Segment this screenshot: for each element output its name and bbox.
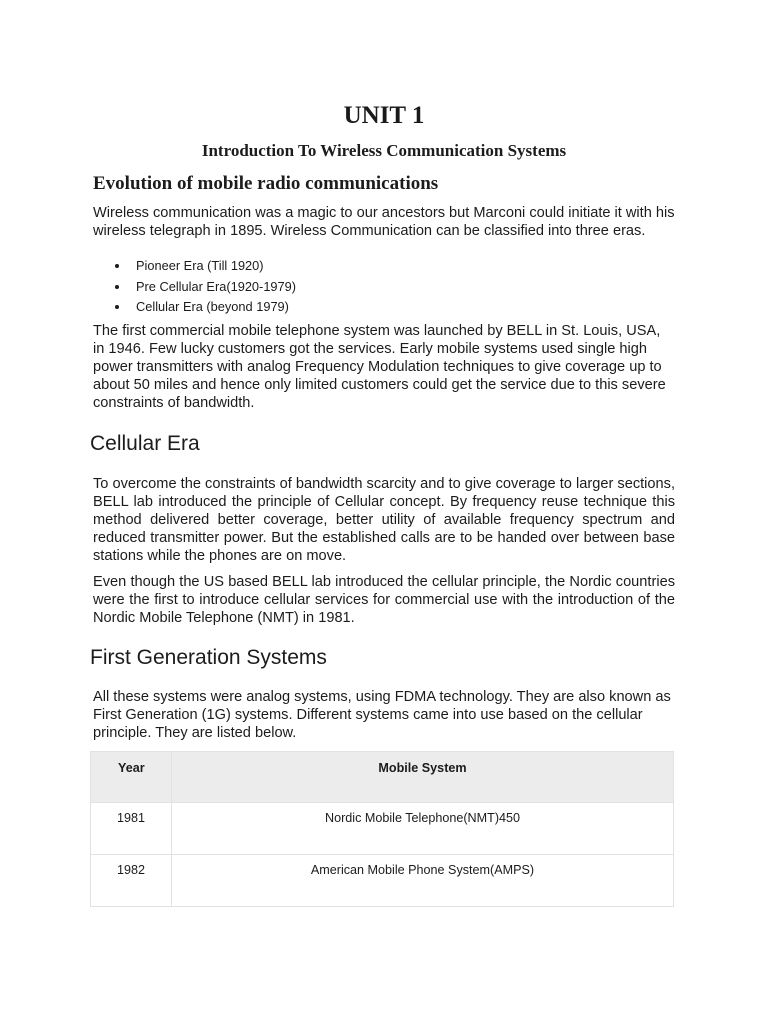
- first-generation-paragraph: All these systems were analog systems, using FDMA technology. They are also known as First Generation (1G) systems. Different systems came into use based on the cellular principle. They are listed below.: [93, 689, 671, 741]
- year-column-header: Year: [91, 752, 172, 803]
- unit-title: UNIT 1: [343, 102, 425, 129]
- mobile-system-column-header: Mobile System: [172, 752, 674, 803]
- cellular-era-heading: Cellular Era: [90, 432, 200, 455]
- bullet-icon: [115, 285, 119, 289]
- bullet-icon: [115, 264, 119, 268]
- table-row: [91, 803, 674, 855]
- year-cell: 1982: [91, 855, 172, 907]
- table-row: [91, 855, 674, 907]
- eras-list: [93, 256, 653, 318]
- bullet-icon: [115, 305, 119, 309]
- first-generation-heading: First Generation Systems: [90, 646, 327, 669]
- bell-paragraph: The first commercial mobile telephone system was launched by BELL in St. Louis, USA, in 1946. Few lucky customers got the services. Early mobile systems used single high power transmitters with analog Frequency Modulation techniques to give coverage up to about 50 miles and hence only limited customers could get the service due to this severe constraints of bandwidth.: [93, 323, 666, 411]
- era-label: Pioneer Era (Till 1920): [136, 258, 264, 273]
- cellular-paragraph-1: To overcome the constraints of bandwidth scarcity and to give coverage to larger sections, BELL lab introduced the principle of Cellular concept. By frequency reuse technique this method delivered better coverage, better utility of available frequency spectrum and reduced transmitter power. But the established calls are to be handed over between base stations while the phones are on move.: [93, 476, 675, 564]
- mobile-system-cell: Nordic Mobile Telephone(NMT)450: [172, 803, 674, 855]
- cellular-paragraph-2: Even though the US based BELL lab introduced the cellular principle, the Nordic countries were the first to introduce cellular services for commercial use with the introduction of the Nordic Mobile Telephone (NMT) in 1981.: [93, 574, 675, 626]
- list-item: [93, 256, 653, 277]
- era-label: Pre Cellular Era(1920-1979): [136, 278, 297, 294]
- document-subtitle: Introduction To Wireless Communication Systems: [201, 141, 567, 160]
- era-label: Cellular Era (beyond 1979): [136, 299, 289, 314]
- list-item: [93, 277, 653, 298]
- table-header-row: [91, 752, 674, 803]
- mobile-system-cell: American Mobile Phone System(AMPS): [172, 855, 674, 907]
- year-cell: 1981: [91, 803, 172, 855]
- list-item: [93, 297, 653, 318]
- mobile-systems-table: [90, 751, 674, 907]
- evolution-heading: Evolution of mobile radio communications: [93, 173, 439, 194]
- intro-paragraph: Wireless communication was a magic to our ancestors but Marconi could initiate it with his wireless telegraph in 1895. Wireless Communication can be classified into three eras.: [93, 205, 675, 239]
